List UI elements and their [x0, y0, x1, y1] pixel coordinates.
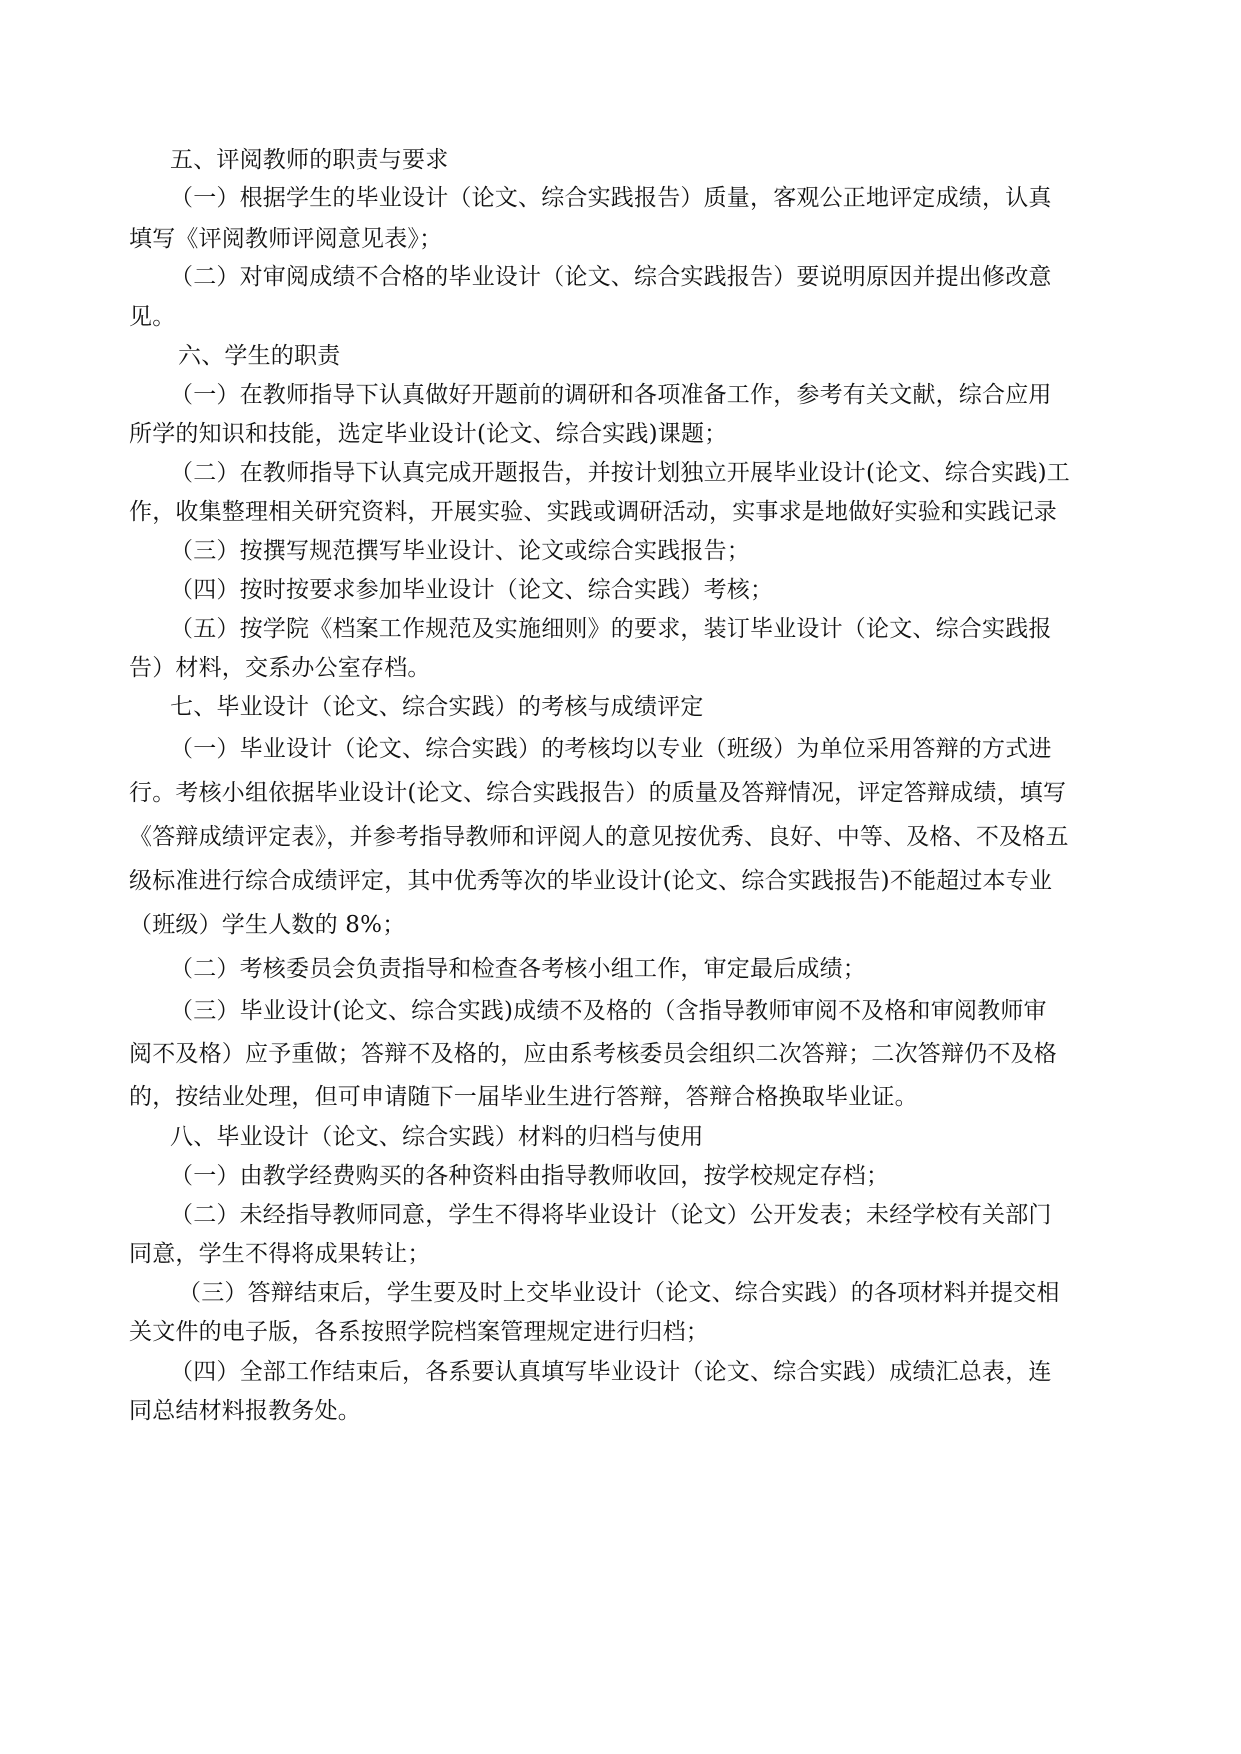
paragraph-line: （四）全部工作结束后，各系要认真填写毕业设计（论文、综合实践）成绩汇总表，连: [170, 1359, 1052, 1385]
section-heading-5: 五、评阅教师的职责与要求: [170, 147, 449, 173]
paragraph-line: （三）按撰写规范撰写毕业设计、论文或综合实践报告；: [170, 538, 750, 564]
paragraph-line: （三）毕业设计(论文、综合实践)成绩不及格的（含指导教师审阅不及格和审阅教师审: [170, 998, 1047, 1024]
paragraph-line: （一）在教师指导下认真做好开题前的调研和各项准备工作，参考有关文献，综合应用: [170, 382, 1052, 408]
paragraph-line: （一）根据学生的毕业设计（论文、综合实践报告）质量，客观公正地评定成绩，认真: [170, 185, 1052, 211]
paragraph-line: 级标准进行综合成绩评定，其中优秀等次的毕业设计(论文、综合实践报告)不能超过本专业: [129, 868, 1053, 894]
paragraph-line: 填写《评阅教师评阅意见表》；: [129, 226, 443, 252]
paragraph-line: （四）按时按要求参加毕业设计（论文、综合实践）考核；: [170, 577, 774, 603]
paragraph-line: （三）答辩结束后，学生要及时上交毕业设计（论文、综合实践）的各项材料并提交相: [178, 1280, 1060, 1306]
paragraph-line: 同总结材料报教务处。: [129, 1398, 361, 1424]
paragraph-line: 阅不及格）应予重做；答辩不及格的，应由系考核委员会组织二次答辩；二次答辩仍不及格: [129, 1041, 1057, 1067]
paragraph-line: （二）考核委员会负责指导和检查各考核小组工作，审定最后成绩；: [170, 956, 866, 982]
paragraph-line: 作，收集整理相关研究资料，开展实验、实践或调研活动，实事求是地做好实验和实践记录: [129, 499, 1057, 525]
paragraph-line: （班级）学生人数的 8%；: [129, 912, 406, 938]
paragraph-line: 见。: [129, 304, 176, 330]
paragraph-line: 告）材料，交系办公室存档。: [129, 655, 431, 681]
section-heading-6: 六、学生的职责: [178, 343, 341, 369]
paragraph-line: 同意，学生不得将成果转让；: [129, 1241, 431, 1267]
paragraph-line: （一）由教学经费购买的各种资料由指导教师收回，按学校规定存档；: [170, 1163, 890, 1189]
paragraph-line: 行。考核小组依据毕业设计(论文、综合实践报告）的质量及答辩情况，评定答辩成绩，填写: [129, 780, 1067, 806]
section-heading-8: 八、毕业设计（论文、综合实践）材料的归档与使用: [170, 1124, 704, 1150]
paragraph-line: （五）按学院《档案工作规范及实施细则》的要求，装订毕业设计（论文、综合实践报: [170, 616, 1052, 642]
paragraph-line: （二）在教师指导下认真完成开题报告，并按计划独立开展毕业设计(论文、综合实践)工: [170, 460, 1070, 486]
section-heading-7: 七、毕业设计（论文、综合实践）的考核与成绩评定: [170, 694, 704, 720]
paragraph-line: 所学的知识和技能，选定毕业设计(论文、综合实践)课题；: [129, 421, 728, 447]
paragraph-line: 关文件的电子版，各系按照学院档案管理规定进行归档；: [129, 1319, 709, 1345]
paragraph-line: （二）未经指导教师同意，学生不得将毕业设计（论文）公开发表；未经学校有关部门: [170, 1202, 1052, 1228]
paragraph-line: （二）对审阅成绩不合格的毕业设计（论文、综合实践报告）要说明原因并提出修改意: [170, 264, 1052, 290]
paragraph-line: （一）毕业设计（论文、综合实践）的考核均以专业（班级）为单位采用答辩的方式进: [170, 736, 1052, 762]
paragraph-line: 《答辩成绩评定表》，并参考指导教师和评阅人的意见按优秀、良好、中等、及格、不及格五: [129, 824, 1069, 850]
paragraph-line: 的，按结业处理，但可申请随下一届毕业生进行答辩，答辩合格换取毕业证。: [129, 1084, 918, 1110]
